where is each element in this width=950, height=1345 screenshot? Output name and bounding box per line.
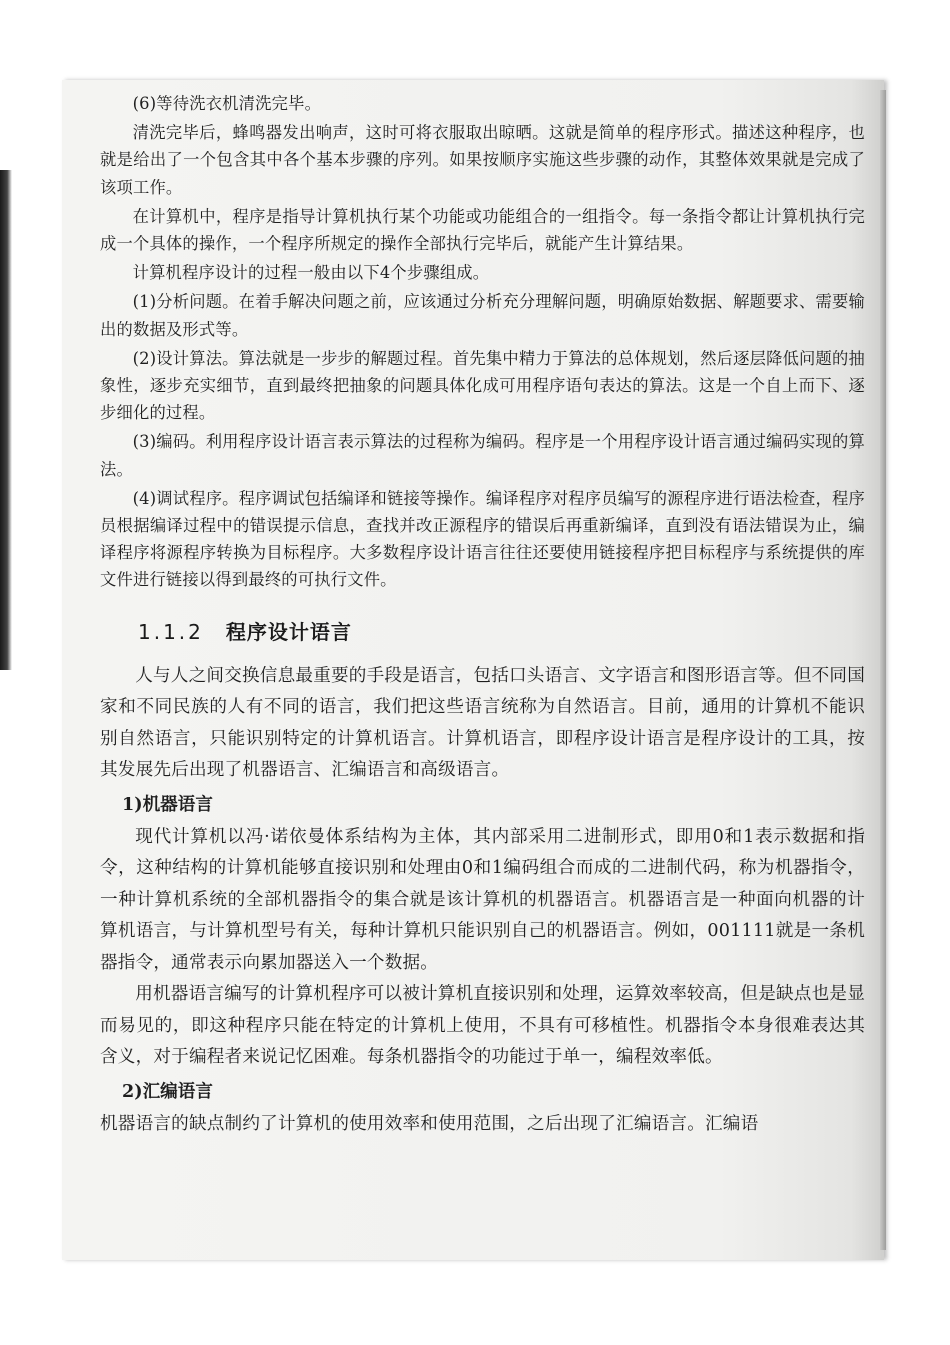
paragraph-debugging: (4)调试程序。程序调试包括编译和链接等操作。编译程序对程序员编写的源程序进行语法检查，程序员根据编译过程中的错误提示信息，查找并改正源程序的错误后再重新编译，直到没有语法错误为止，编译程序将源程序转换为目标程序。大多数程序设计语言往往还要使用链接程序把目标程序与系统提供的库文件进行链接以得到最终的可执行文件。: [100, 488, 865, 590]
paragraph-machine-language-1: 现代计算机以冯·诺依曼体系结构为主体，其内部采用二进制形式，即用0和1表示数据和指令，这种结构的计算机能够直接识别和处理由0和1编码组合而成的二进制代码，称为机器指令，一种计算机系统的全部机器指令的集合就是该计算机的机器语言。机器语言是一种面向机器的计算机语言，与计算机型号有关，每种计算机只能识别自己的机器语言。例如，001111就是一条机器指令，通常表示向累加器送入一个数据。: [100, 826, 865, 973]
section-number: 1.1.2: [138, 619, 204, 644]
paragraph-washing-example: 清洗完毕后，蜂鸣器发出响声，这时可将衣服取出晾晒。这就是简单的程序形式。描述这种程序，也就是给出了一个包含其中各个基本步骤的序列。如果按顺序实施这些步骤的动作，其整体效果就是完成了该项工作。: [100, 123, 865, 197]
paragraph-coding: (3)编码。利用程序设计语言表示算法的过程称为编码。程序是一个用程序设计语言通过编码实现的算法。: [100, 432, 865, 479]
paragraph-language-intro: 人与人之间交换信息最重要的手段是语言，包括口头语言、文字语言和图形语言等。但不同国家和不同民族的人有不同的语言，我们把这些语言统称为自然语言。目前，通用的计算机不能识别自然语言，只能识别特定的计算机语言。计算机语言，即程序设计语言是程序设计的工具，按其发展先后出现了机器语言、汇编语言和高级语言。: [100, 665, 865, 781]
page-content: [100, 90, 865, 1140]
section-body: [100, 661, 865, 1141]
subheading-machine-language: 1)机器语言: [122, 793, 213, 815]
section-heading: [100, 616, 865, 645]
paragraph-steps-intro: 计算机程序设计的过程一般由以下4个步骤组成。: [132, 263, 490, 283]
paragraph-machine-language-2: 用机器语言编写的计算机程序可以被计算机直接识别和处理，运算效率较高，但是缺点也是显而易见的，即这种程序只能在特定的计算机上使用，不具有可移植性。机器指令本身很难表达其含义，对于编程者来说记忆困难。每条机器指令的功能过于单一，编程效率低。: [100, 984, 865, 1068]
paragraph-step6: (6)等待洗衣机清洗完毕。: [132, 94, 322, 113]
page-edge: [880, 90, 886, 1250]
subheading-assembly-language: 2)汇编语言: [122, 1080, 213, 1102]
paragraph-program-definition: 在计算机中，程序是指导计算机执行某个功能或功能组合的一组指令。每一条指令都让计算机执行完成一个具体的操作，一个程序所规定的操作全部执行完毕后，就能产生计算结果。: [100, 206, 865, 254]
paragraph-design-algorithm: (2)设计算法。算法就是一步步的解题过程。首先集中精力于算法的总体规划，然后逐层降低问题的抽象性，逐步充实细节，直到最终把抽象的问题具体化成可用程序语句表达的算法。这是一个自上而下、逐步细化的过程。: [100, 348, 865, 423]
section-title: 程序设计语言: [225, 619, 352, 644]
paragraph-assembly-language-1: 机器语言的缺点制约了计算机的使用效率和使用范围，之后出现了汇编语言。汇编语: [100, 1113, 759, 1134]
scan-binding-shadow: [0, 170, 12, 670]
paragraph-analyze-problem: (1)分析问题。在着手解决问题之前，应该通过分析充分理解问题，明确原始数据、解题要求、需要输出的数据及形式等。: [100, 292, 865, 339]
